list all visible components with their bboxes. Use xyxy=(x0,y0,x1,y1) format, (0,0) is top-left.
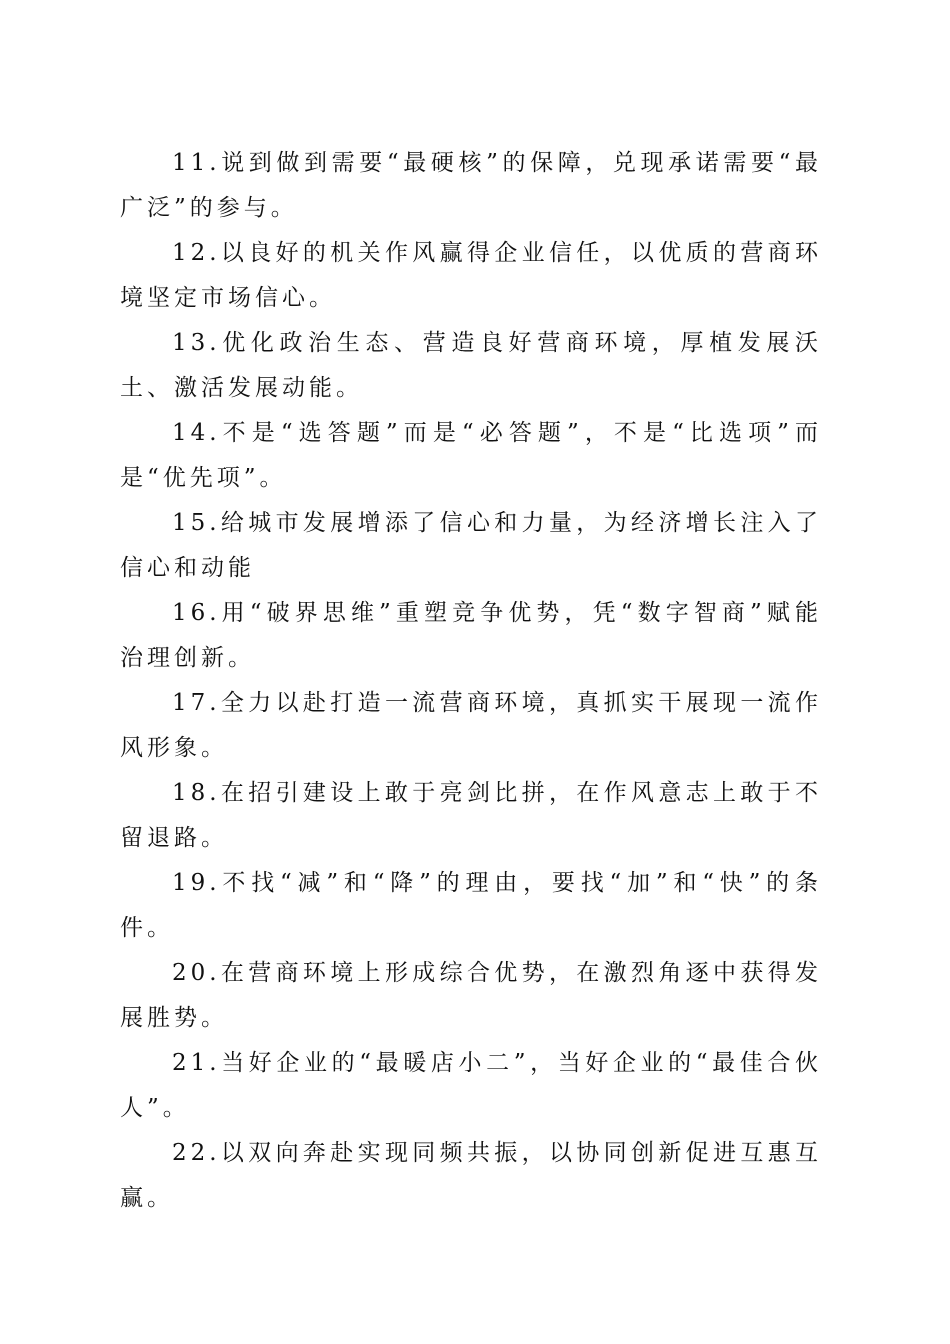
paragraph-item-15: 15.给城市发展增添了信心和力量，为经济增长注入了信心和动能 xyxy=(120,510,822,581)
paragraph-item-11: 11.说到做到需要“最硬核”的保障，兑现承诺需要“最广泛”的参与。 xyxy=(120,150,822,221)
paragraph-item-12: 12.以良好的机关作风赢得企业信任，以优质的营商环境坚定市场信心。 xyxy=(120,240,822,311)
paragraph-item-19: 19.不找“减”和“降”的理由，要找“加”和“快”的条件。 xyxy=(120,870,822,941)
paragraph-item-14: 14.不是“选答题”而是“必答题”，不是“比选项”而是“优先项”。 xyxy=(120,420,822,491)
paragraph-item-22: 22.以双向奔赴实现同频共振，以协同创新促进互惠互赢。 xyxy=(120,1140,822,1211)
paragraph-item-20: 20.在营商环境上形成综合优势，在激烈角逐中获得发展胜势。 xyxy=(120,960,822,1031)
document-body xyxy=(120,141,822,1221)
paragraph-item-13: 13.优化政治生态、营造良好营商环境，厚植发展沃土、激活发展动能。 xyxy=(120,330,822,401)
paragraph-item-16: 16.用“破界思维”重塑竞争优势，凭“数字智商”赋能治理创新。 xyxy=(120,600,822,671)
paragraph-item-17: 17.全力以赴打造一流营商环境，真抓实干展现一流作风形象。 xyxy=(120,690,822,761)
paragraph-item-18: 18.在招引建设上敢于亮剑比拼，在作风意志上敢于不留退路。 xyxy=(120,780,822,851)
paragraph-item-21: 21.当好企业的“最暖店小二”，当好企业的“最佳合伙人”。 xyxy=(120,1050,822,1121)
